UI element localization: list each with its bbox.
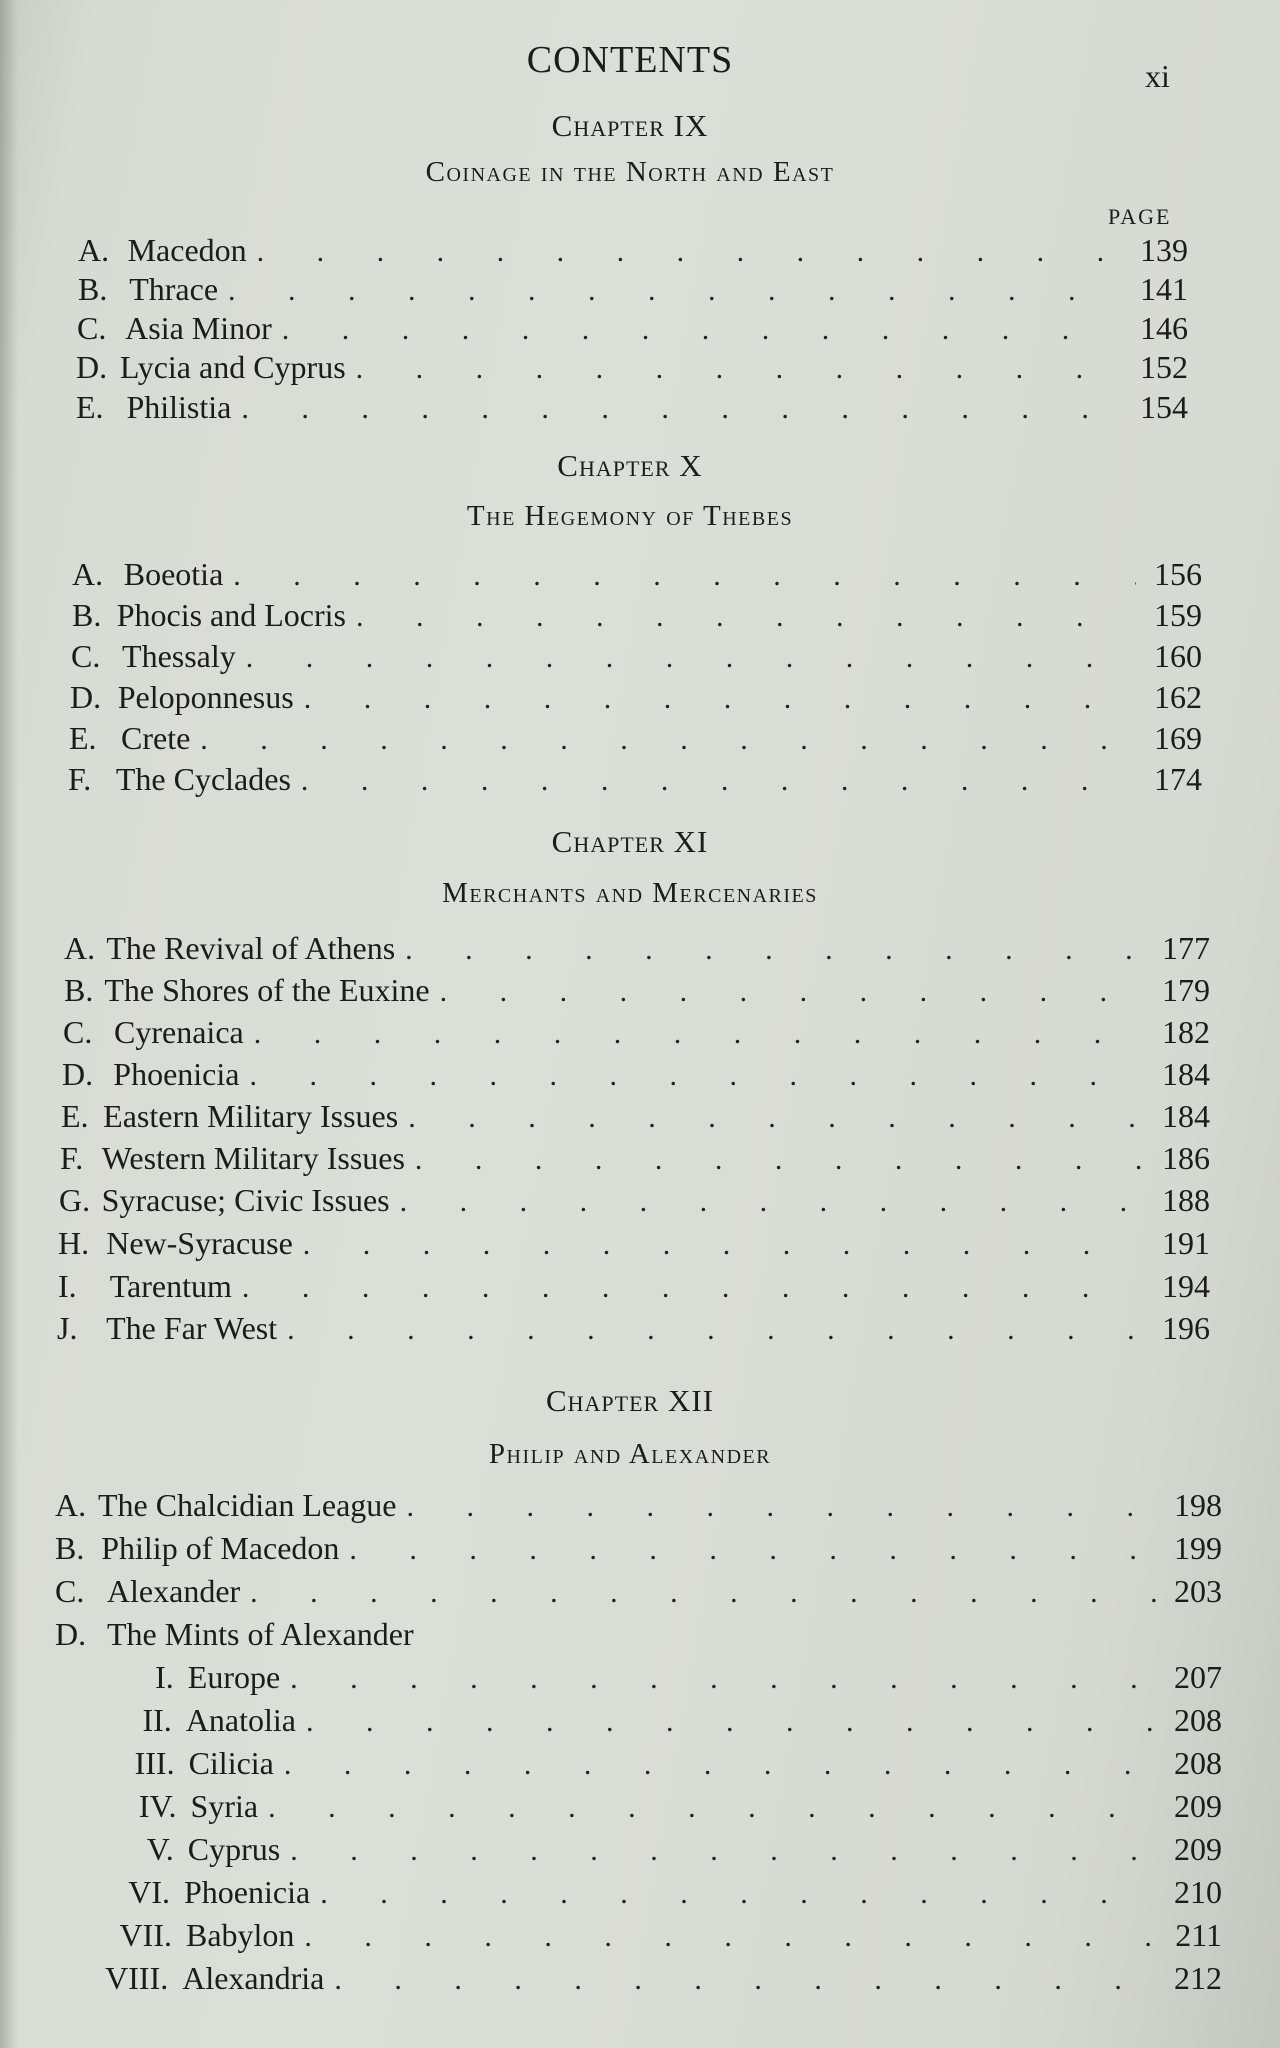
dot-leader xyxy=(303,1228,1144,1262)
dot-leader xyxy=(415,1143,1144,1177)
dot-leader xyxy=(320,1877,1156,1911)
entry-letter: C. xyxy=(77,310,107,346)
entry-letter: E. xyxy=(76,389,104,425)
toc-entry[interactable] xyxy=(60,1140,1210,1182)
dot-leader xyxy=(306,1705,1156,1739)
toc-entry[interactable] xyxy=(78,232,1188,274)
toc-entry[interactable] xyxy=(77,310,1188,352)
chapter-heading: Chapter XII xyxy=(545,1383,715,1418)
toc-entry[interactable] xyxy=(76,389,1188,431)
dot-leader xyxy=(290,1662,1156,1696)
entry-letter: A. xyxy=(64,930,96,966)
subentry-numeral: II. xyxy=(142,1702,172,1738)
subentry-title: Babylon xyxy=(185,1917,295,1953)
entry-page: 156 xyxy=(1154,556,1202,592)
entry-letter: D. xyxy=(55,1616,87,1652)
entry-page: 146 xyxy=(1140,310,1188,346)
entry-title: The Revival of Athens xyxy=(106,930,396,966)
entry-title: The Mints of Alexander xyxy=(107,1616,414,1652)
toc-entry[interactable] xyxy=(59,1182,1210,1224)
entry-page: 196 xyxy=(1162,1310,1210,1346)
dot-leader xyxy=(242,1271,1144,1305)
toc-entry[interactable] xyxy=(64,930,1210,972)
subentry-title: Syria xyxy=(190,1788,259,1824)
entry-letter: E. xyxy=(69,720,97,756)
toc-subentry[interactable] xyxy=(65,1917,1222,1959)
subentry-numeral: III. xyxy=(134,1745,175,1781)
subentry-title: Cyprus xyxy=(187,1831,281,1867)
entry-title: Tarentum xyxy=(109,1268,232,1304)
dot-leader xyxy=(287,1313,1144,1347)
toc-subentry[interactable] xyxy=(65,1659,1222,1701)
entry-page: 199 xyxy=(1174,1530,1222,1566)
toc-subentry[interactable] xyxy=(65,1874,1222,1916)
entry-page: 160 xyxy=(1154,638,1202,674)
toc-entry[interactable] xyxy=(55,1487,1222,1529)
toc-entry[interactable] xyxy=(57,1310,1210,1352)
dot-leader xyxy=(405,933,1144,967)
entry-page: 152 xyxy=(1140,349,1188,385)
entry-page: 184 xyxy=(1162,1098,1210,1134)
entry-page: 198 xyxy=(1174,1487,1222,1523)
subentry-title: Cilicia xyxy=(188,1745,274,1781)
subentry-page: 208 xyxy=(1174,1745,1222,1781)
dot-leader xyxy=(246,641,1136,675)
subentry-numeral: V. xyxy=(146,1831,174,1867)
chapter-subtitle: Coinage in the North and East xyxy=(425,156,835,188)
entry-page: 191 xyxy=(1162,1225,1210,1261)
dot-leader xyxy=(241,392,1122,426)
entry-title: Western Military Issues xyxy=(101,1140,405,1176)
entry-title: The Shores of the Euxine xyxy=(104,972,430,1008)
dot-leader xyxy=(249,1059,1144,1093)
entry-letter: B. xyxy=(72,597,102,633)
dot-leader xyxy=(304,1920,1156,1954)
entry-letter: F. xyxy=(60,1140,84,1176)
entry-page: 177 xyxy=(1162,930,1210,966)
subentry-page: 210 xyxy=(1174,1874,1222,1910)
entry-letter: E. xyxy=(61,1098,89,1134)
entry-page: 186 xyxy=(1162,1140,1210,1176)
chapter-subtitle: Philip and Alexander xyxy=(488,1438,772,1470)
page-number: xi xyxy=(1145,58,1170,94)
entry-title: Phoenicia xyxy=(113,1056,240,1092)
entry-page: 182 xyxy=(1162,1014,1210,1050)
entry-page: 154 xyxy=(1140,389,1188,425)
entry-title: The Far West xyxy=(106,1310,278,1346)
entry-page: 194 xyxy=(1162,1268,1210,1304)
entry-title: Peloponnesus xyxy=(117,679,294,715)
entry-page: 179 xyxy=(1162,972,1210,1008)
toc-entry[interactable] xyxy=(76,349,1188,391)
dot-leader xyxy=(290,1834,1156,1868)
entry-title: Macedon xyxy=(127,232,247,268)
entry-title: Asia Minor xyxy=(125,310,272,346)
dot-leader xyxy=(356,352,1122,386)
toc-entry[interactable] xyxy=(69,720,1202,762)
toc-entry[interactable] xyxy=(72,597,1202,639)
toc-entry[interactable] xyxy=(64,972,1210,1014)
dot-leader xyxy=(284,1748,1156,1782)
subentry-numeral: VIII. xyxy=(105,1960,169,1996)
toc-subentry[interactable] xyxy=(65,1745,1222,1787)
entry-page: 184 xyxy=(1162,1056,1210,1092)
toc-entry[interactable] xyxy=(63,1014,1210,1056)
entry-letter: F. xyxy=(68,761,92,797)
dot-leader xyxy=(301,764,1136,798)
toc-entry[interactable] xyxy=(55,1573,1222,1615)
entry-letter: B. xyxy=(64,972,94,1008)
dot-leader xyxy=(400,1185,1144,1219)
entry-page: 169 xyxy=(1154,720,1202,756)
entry-letter: B. xyxy=(55,1530,85,1566)
entry-letter: J. xyxy=(57,1310,78,1346)
toc-entry[interactable] xyxy=(62,1056,1210,1098)
toc-subentry[interactable] xyxy=(65,1831,1222,1873)
toc-entry[interactable] xyxy=(58,1268,1210,1310)
entry-title: The Cyclades xyxy=(115,761,291,797)
entry-title: Thrace xyxy=(129,271,219,307)
entry-title: New-Syracuse xyxy=(106,1225,293,1261)
entry-title: Philistia xyxy=(126,389,232,425)
entry-title: Lycia and Cyprus xyxy=(119,349,346,385)
subentry-page: 209 xyxy=(1174,1831,1222,1867)
entry-title: Thessaly xyxy=(122,638,236,674)
toc-entry[interactable] xyxy=(78,271,1188,313)
dot-leader xyxy=(200,723,1136,757)
dot-leader xyxy=(228,274,1122,308)
toc-entry[interactable] xyxy=(58,1225,1210,1267)
toc-entry[interactable] xyxy=(55,1530,1222,1572)
toc-entry[interactable] xyxy=(70,679,1202,721)
dot-leader xyxy=(334,1963,1156,1997)
subentry-numeral: VII. xyxy=(119,1917,172,1953)
entry-title: Phocis and Locris xyxy=(116,597,346,633)
entry-letter: D. xyxy=(76,349,108,385)
entry-letter: C. xyxy=(55,1573,85,1609)
subentry-page: 207 xyxy=(1174,1659,1222,1695)
subentry-numeral: VI. xyxy=(128,1874,170,1910)
dot-leader xyxy=(250,1576,1156,1610)
entry-letter: H. xyxy=(58,1225,90,1261)
entry-title: Syracuse; Civic Issues xyxy=(101,1182,390,1218)
entry-letter: B. xyxy=(78,271,108,307)
toc-entry[interactable] xyxy=(55,1616,755,1658)
entry-page: 162 xyxy=(1154,679,1202,715)
page-column-label: PAGE xyxy=(1108,204,1172,229)
subentry-numeral: I. xyxy=(155,1659,174,1695)
dot-leader xyxy=(304,682,1136,716)
entry-letter: D. xyxy=(62,1056,94,1092)
dot-leader xyxy=(254,1017,1144,1051)
entry-page: 174 xyxy=(1154,761,1202,797)
entry-title: Cyrenaica xyxy=(114,1014,244,1050)
entry-title: Eastern Military Issues xyxy=(103,1098,399,1134)
subentry-title: Europe xyxy=(187,1659,281,1695)
entry-letter: G. xyxy=(59,1182,91,1218)
subentry-page: 212 xyxy=(1174,1960,1222,1996)
subentry-title: Anatolia xyxy=(185,1702,296,1738)
dot-leader xyxy=(268,1791,1156,1825)
dot-leader xyxy=(257,235,1122,269)
entry-page: 159 xyxy=(1154,597,1202,633)
chapter-subtitle: The Hegemony of Thebes xyxy=(466,500,794,532)
dot-leader xyxy=(408,1101,1144,1135)
subentry-title: Phoenicia xyxy=(184,1874,311,1910)
chapter-heading: Chapter IX xyxy=(551,108,709,143)
entry-page: 141 xyxy=(1140,271,1188,307)
entry-title: Crete xyxy=(121,720,191,756)
entry-letter: C. xyxy=(63,1014,93,1050)
entry-title: The Chalcidian League xyxy=(97,1487,397,1523)
chapter-heading: Chapter XI xyxy=(551,824,709,859)
entry-letter: A. xyxy=(78,232,110,268)
entry-letter: D. xyxy=(70,679,102,715)
dot-leader xyxy=(440,975,1144,1009)
toc-subentry[interactable] xyxy=(65,1702,1222,1744)
toc-subentry[interactable] xyxy=(65,1960,1222,2002)
toc-entry[interactable] xyxy=(61,1098,1210,1140)
dot-leader xyxy=(356,600,1136,634)
page-edge-shadow xyxy=(0,0,18,2048)
entry-letter: C. xyxy=(71,638,101,674)
entry-letter: I. xyxy=(58,1268,77,1304)
entry-title: Alexander xyxy=(106,1573,241,1609)
entry-page: 203 xyxy=(1174,1573,1222,1609)
toc-entry[interactable] xyxy=(71,638,1202,680)
toc-subentry[interactable] xyxy=(65,1788,1222,1830)
entry-title: Philip of Macedon xyxy=(101,1530,340,1566)
toc-entry[interactable] xyxy=(68,761,1202,803)
subentry-title: Alexandria xyxy=(182,1960,325,1996)
entry-title: Boeotia xyxy=(123,556,224,592)
dot-leader xyxy=(282,313,1122,347)
subentry-page: 208 xyxy=(1174,1702,1222,1738)
subentry-page: 211 xyxy=(1175,1917,1222,1953)
dot-leader xyxy=(233,559,1136,593)
toc-entry[interactable] xyxy=(72,556,1202,598)
running-head: CONTENTS xyxy=(526,39,734,81)
entry-page: 188 xyxy=(1162,1182,1210,1218)
subentry-page: 209 xyxy=(1174,1788,1222,1824)
entry-page: 139 xyxy=(1140,232,1188,268)
subentry-numeral: IV. xyxy=(138,1788,177,1824)
chapter-subtitle: Merchants and Mercenaries xyxy=(442,877,818,909)
chapter-heading: Chapter X xyxy=(557,448,703,483)
entry-letter: A. xyxy=(55,1487,87,1523)
entry-letter: A. xyxy=(72,556,104,592)
dot-leader xyxy=(349,1533,1156,1567)
dot-leader xyxy=(406,1490,1156,1524)
